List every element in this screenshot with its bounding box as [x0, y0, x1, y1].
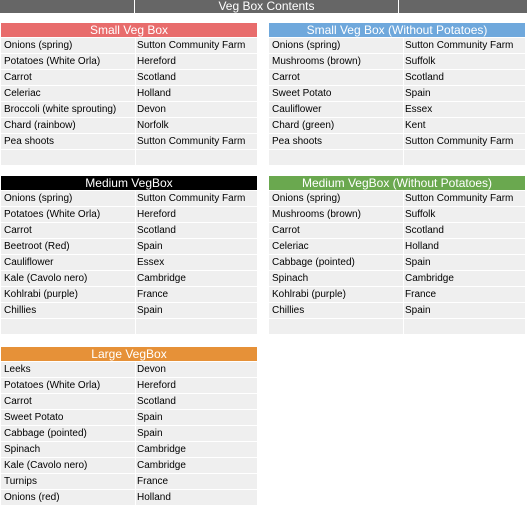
origin-cell[interactable]: Sutton Community Farm [137, 193, 246, 204]
origin-cell[interactable]: Cambridge [405, 273, 454, 284]
table-row[interactable] [269, 223, 525, 238]
origin-cell[interactable]: Suffolk [405, 56, 436, 67]
table-row[interactable] [1, 86, 257, 101]
origin-cell[interactable]: Spain [405, 88, 431, 99]
origin-cell[interactable]: Scotland [137, 225, 176, 236]
cell-divider [135, 287, 136, 302]
sheet-title-bar [0, 0, 527, 13]
table-row[interactable] [1, 54, 257, 69]
cell-divider [135, 255, 136, 270]
vegetable-cell[interactable]: Spinach [272, 273, 309, 284]
origin-cell[interactable]: Essex [405, 104, 433, 115]
origin-cell[interactable]: Sutton Community Farm [405, 193, 514, 204]
table-row[interactable] [269, 319, 525, 334]
cell-divider [403, 134, 404, 149]
origin-cell[interactable]: France [137, 476, 169, 487]
box-small-without-potatoes [269, 23, 525, 166]
vegetable-cell[interactable]: Onions (spring) [272, 193, 341, 204]
table-row[interactable] [269, 207, 525, 222]
cell-divider [135, 38, 136, 53]
sheet-title: Veg Box Contents [218, 0, 315, 13]
table-row[interactable] [269, 271, 525, 286]
table-row[interactable] [1, 255, 257, 270]
vegetable-cell[interactable]: Chard (rainbow) [4, 120, 76, 131]
table-row[interactable] [1, 70, 257, 85]
vegetable-cell[interactable]: Kale (Cavolo nero) [4, 460, 88, 471]
cell-divider [403, 118, 404, 133]
origin-cell[interactable]: Kent [405, 120, 426, 131]
origin-cell[interactable]: Sutton Community Farm [137, 40, 246, 51]
origin-cell[interactable]: Spain [137, 428, 163, 439]
origin-cell[interactable]: Devon [137, 364, 166, 375]
vegetable-cell[interactable]: Broccoli (white sprouting) [4, 104, 117, 115]
origin-cell[interactable]: Holland [137, 88, 171, 99]
cell-divider [135, 426, 136, 441]
table-row[interactable] [269, 255, 525, 270]
origin-cell[interactable]: Cambridge [137, 460, 186, 471]
origin-cell[interactable]: Norfolk [137, 120, 169, 131]
table-row[interactable] [1, 319, 257, 334]
box-medium-without-potatoes-rows [269, 191, 525, 334]
table-row[interactable] [269, 54, 525, 69]
table-row[interactable] [269, 102, 525, 117]
vegetable-cell[interactable]: Carrot [4, 72, 32, 83]
table-row[interactable] [269, 38, 525, 53]
cell-divider [135, 102, 136, 117]
table-row[interactable] [1, 378, 257, 393]
origin-cell[interactable]: Scotland [137, 72, 176, 83]
origin-cell[interactable]: Scotland [137, 396, 176, 407]
cell-divider [135, 134, 136, 149]
cell-divider [135, 490, 136, 505]
origin-cell[interactable]: Spain [405, 257, 431, 268]
table-row[interactable] [1, 490, 257, 505]
vegetable-cell[interactable]: Celeriac [272, 241, 309, 252]
table-row[interactable] [1, 410, 257, 425]
vegetable-cell[interactable]: Potatoes (White Orla) [4, 56, 101, 67]
table-row[interactable] [1, 118, 257, 133]
cell-divider [403, 38, 404, 53]
origin-cell[interactable]: Holland [137, 492, 171, 503]
cell-divider [135, 191, 136, 206]
vegetable-cell[interactable]: Potatoes (White Orla) [4, 209, 101, 220]
cell-divider [135, 362, 136, 377]
cell-divider [135, 394, 136, 409]
vegetable-cell[interactable]: Sweet Potato [272, 88, 332, 99]
vegetable-cell[interactable]: Carrot [4, 225, 32, 236]
cell-divider [403, 319, 404, 334]
origin-cell[interactable]: Spain [137, 412, 163, 423]
vegetable-cell[interactable]: Cabbage (pointed) [4, 428, 87, 439]
origin-cell[interactable]: Spain [137, 305, 163, 316]
cell-divider [403, 191, 404, 206]
vegetable-cell[interactable]: Beetroot (Red) [4, 241, 70, 252]
vegetable-cell[interactable]: Celeriac [4, 88, 41, 99]
table-row[interactable] [269, 239, 525, 254]
cell-divider [135, 239, 136, 254]
origin-cell[interactable]: Spain [137, 241, 163, 252]
vegetable-cell[interactable]: Cauliflower [4, 257, 54, 268]
box-small-without-potatoes-header[interactable]: Small Veg Box (Without Potatoes) [269, 23, 525, 37]
vegetable-cell[interactable]: Leeks [4, 364, 31, 375]
cell-divider [403, 239, 404, 254]
vegetable-cell[interactable]: Cabbage (pointed) [272, 257, 355, 268]
table-row[interactable] [1, 134, 257, 149]
origin-cell[interactable]: Suffolk [405, 209, 436, 220]
cell-divider [135, 442, 136, 457]
vegetable-cell[interactable]: Carrot [272, 225, 300, 236]
table-row[interactable] [269, 86, 525, 101]
table-row[interactable] [1, 303, 257, 318]
cell-divider [403, 303, 404, 318]
cell-divider [403, 102, 404, 117]
origin-cell[interactable]: France [137, 289, 169, 300]
vegetable-cell[interactable]: Kale (Cavolo nero) [4, 273, 88, 284]
cell-divider [403, 223, 404, 238]
vegetable-cell[interactable]: Onions (spring) [4, 193, 73, 204]
box-small-header[interactable]: Small Veg Box [1, 23, 257, 37]
vegetable-cell[interactable]: Pea shoots [272, 136, 323, 147]
table-row[interactable] [269, 303, 525, 318]
table-row[interactable] [1, 239, 257, 254]
cell-divider [135, 410, 136, 425]
table-row[interactable] [269, 118, 525, 133]
cell-divider [135, 319, 136, 334]
vegetable-cell[interactable]: Onions (spring) [4, 40, 73, 51]
vegetable-cell[interactable]: Chillies [4, 305, 37, 316]
cell-divider [135, 271, 136, 286]
cell-divider [135, 303, 136, 318]
vegetable-cell[interactable]: Onions (spring) [272, 40, 341, 51]
origin-cell[interactable]: Sutton Community Farm [405, 40, 514, 51]
vegetable-cell[interactable]: Spinach [4, 444, 41, 455]
origin-cell[interactable]: Scotland [405, 72, 444, 83]
box-large [1, 347, 257, 506]
origin-cell[interactable]: Essex [137, 257, 165, 268]
box-small-without-potatoes-rows [269, 38, 525, 165]
table-row[interactable] [1, 362, 257, 377]
column-divider [398, 0, 399, 13]
vegetable-cell[interactable]: Chard (green) [272, 120, 335, 131]
cell-divider [403, 271, 404, 286]
table-row[interactable] [1, 150, 257, 165]
table-row[interactable] [1, 191, 257, 206]
table-row[interactable] [1, 394, 257, 409]
vegetable-cell[interactable]: Mushrooms (brown) [272, 56, 361, 67]
origin-cell[interactable]: Sutton Community Farm [137, 136, 246, 147]
origin-cell[interactable]: Hereford [137, 209, 176, 220]
vegetable-cell[interactable]: Potatoes (White Orla) [4, 380, 101, 391]
vegetable-cell[interactable]: Kohlrabi (purple) [272, 289, 346, 300]
box-large-rows [1, 362, 257, 505]
box-medium-without-potatoes [269, 176, 525, 335]
cell-divider [135, 70, 136, 85]
origin-cell[interactable]: Hereford [137, 380, 176, 391]
cell-divider [135, 118, 136, 133]
cell-divider [135, 207, 136, 222]
box-medium-rows [1, 191, 257, 334]
table-row[interactable] [1, 458, 257, 473]
origin-cell[interactable]: Cambridge [137, 444, 186, 455]
origin-cell[interactable]: France [405, 289, 437, 300]
box-large-header[interactable]: Large VegBox [1, 347, 257, 361]
box-small [1, 23, 257, 166]
table-row[interactable] [269, 287, 525, 302]
table-row[interactable] [1, 38, 257, 53]
origin-cell[interactable]: Cambridge [137, 273, 186, 284]
cell-divider [403, 287, 404, 302]
cell-divider [403, 70, 404, 85]
cell-divider [403, 54, 404, 69]
vegetable-cell[interactable]: Cauliflower [272, 104, 322, 115]
origin-cell[interactable]: Devon [137, 104, 166, 115]
origin-cell[interactable]: Spain [405, 305, 431, 316]
table-row[interactable] [269, 150, 525, 165]
box-medium [1, 176, 257, 335]
table-row[interactable] [269, 191, 525, 206]
vegetable-cell[interactable]: Kohlrabi (purple) [4, 289, 78, 300]
table-row[interactable] [1, 271, 257, 286]
table-row[interactable] [269, 134, 525, 149]
box-medium-header[interactable]: Medium VegBox [1, 176, 257, 190]
cell-divider [135, 223, 136, 238]
cell-divider [135, 458, 136, 473]
cell-divider [403, 255, 404, 270]
vegetable-cell[interactable]: Onions (red) [4, 492, 60, 503]
vegetable-cell[interactable]: Turnips [4, 476, 37, 487]
table-row[interactable] [269, 70, 525, 85]
table-row[interactable] [1, 426, 257, 441]
origin-cell[interactable]: Holland [405, 241, 439, 252]
box-small-rows [1, 38, 257, 165]
vegetable-cell[interactable]: Carrot [272, 72, 300, 83]
cell-divider [403, 150, 404, 165]
cell-divider [403, 207, 404, 222]
table-row[interactable] [1, 474, 257, 489]
vegetable-cell[interactable]: Pea shoots [4, 136, 55, 147]
cell-divider [135, 54, 136, 69]
cell-divider [403, 86, 404, 101]
table-row[interactable] [1, 102, 257, 117]
origin-cell[interactable]: Hereford [137, 56, 176, 67]
vegetable-cell[interactable]: Sweet Potato [4, 412, 64, 423]
vegetable-cell[interactable]: Carrot [4, 396, 32, 407]
box-medium-without-potatoes-header[interactable]: Medium VegBox (Without Potatoes) [269, 176, 525, 190]
cell-divider [135, 150, 136, 165]
table-row[interactable] [1, 442, 257, 457]
cell-divider [135, 474, 136, 489]
cell-divider [135, 378, 136, 393]
cell-divider [135, 86, 136, 101]
origin-cell[interactable]: Scotland [405, 225, 444, 236]
vegetable-cell[interactable]: Chillies [272, 305, 305, 316]
table-row[interactable] [1, 223, 257, 238]
table-row[interactable] [1, 207, 257, 222]
origin-cell[interactable]: Sutton Community Farm [405, 136, 514, 147]
table-row[interactable] [1, 287, 257, 302]
vegetable-cell[interactable]: Mushrooms (brown) [272, 209, 361, 220]
